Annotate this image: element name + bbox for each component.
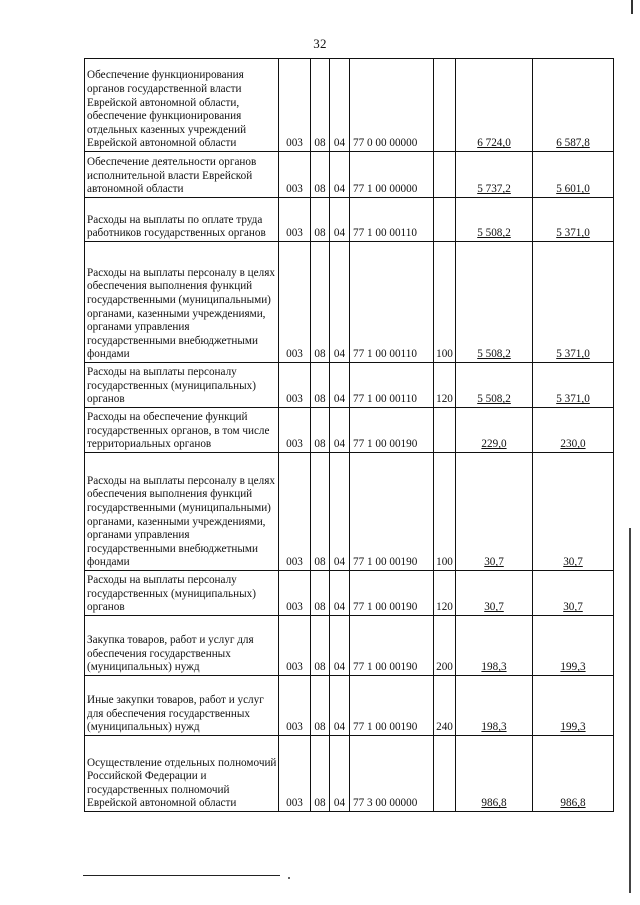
row-amount-1 xyxy=(456,736,533,812)
amount-1-value: 30,7 xyxy=(484,601,504,614)
amount-1-value: 30,7 xyxy=(484,556,504,569)
amount-1-value: 986,8 xyxy=(481,797,507,810)
table-body xyxy=(85,59,614,812)
row-amount-1 xyxy=(456,571,533,616)
amount-2-value: 30,7 xyxy=(563,601,583,614)
row-name: Расходы на выплаты персоналу в целях обеспечения выполнения функций государственными (муниципальными) органами, казенными учреждениями, органами управления государственными внебюджетными фондами xyxy=(85,242,279,363)
row-target-article: 77 1 00 00190 xyxy=(350,571,434,616)
scan-edge-mark xyxy=(629,528,631,893)
row-name: Расходы на выплаты персоналу в целях обеспечения выполнения функций государственными (муниципальными) органами, казенными учреждениями, органами управления государственными внебюджетными фондами xyxy=(85,453,279,571)
table-row xyxy=(85,152,614,198)
row-subsection-code: 04 xyxy=(330,676,350,736)
row-amount-1 xyxy=(456,676,533,736)
row-target-article: 77 0 00 00000 xyxy=(350,59,434,152)
row-section-code: 08 xyxy=(311,363,330,408)
row-name: Расходы на выплаты по оплате труда работников государственных органов xyxy=(85,198,279,242)
page-number: 32 xyxy=(313,36,327,51)
row-name: Обеспечение функционирования органов государственной власти Еврейской автономной области, обеспечение функционирования отдельных казенных учреждений Еврейской автономной области xyxy=(85,59,279,152)
row-subsection-code: 04 xyxy=(330,59,350,152)
row-ministry-code: 003 xyxy=(279,59,311,152)
row-name: Расходы на выплаты персоналу государственных (муниципальных) органов xyxy=(85,363,279,408)
row-amount-2 xyxy=(533,453,614,571)
row-ministry-code: 003 xyxy=(279,453,311,571)
row-amount-2 xyxy=(533,59,614,152)
row-expense-type: 100 xyxy=(434,242,456,363)
row-target-article: 77 1 00 00000 xyxy=(350,152,434,198)
row-ministry-code: 003 xyxy=(279,571,311,616)
row-amount-1 xyxy=(456,363,533,408)
row-name: Расходы на обеспечение функций государственных органов, в том числе территориальных органов xyxy=(85,408,279,453)
row-expense-type: 240 xyxy=(434,676,456,736)
row-ministry-code: 003 xyxy=(279,242,311,363)
table-row xyxy=(85,198,614,242)
row-amount-2 xyxy=(533,242,614,363)
row-ministry-code: 003 xyxy=(279,736,311,812)
row-section-code: 08 xyxy=(311,616,330,676)
row-amount-2 xyxy=(533,408,614,453)
scan-edge-mark xyxy=(631,0,633,14)
amount-2-value: 6 587,8 xyxy=(556,137,590,150)
row-target-article: 77 3 00 00000 xyxy=(350,736,434,812)
row-ministry-code: 003 xyxy=(279,152,311,198)
row-subsection-code: 04 xyxy=(330,198,350,242)
row-section-code: 08 xyxy=(311,736,330,812)
table-row xyxy=(85,59,614,152)
row-amount-2 xyxy=(533,198,614,242)
row-target-article: 77 1 00 00190 xyxy=(350,453,434,571)
row-amount-1 xyxy=(456,59,533,152)
row-amount-1 xyxy=(456,198,533,242)
row-section-code: 08 xyxy=(311,453,330,571)
amount-1-value: 198,3 xyxy=(481,661,507,674)
table-row xyxy=(85,571,614,616)
table-row xyxy=(85,363,614,408)
row-amount-2 xyxy=(533,152,614,198)
row-target-article: 77 1 00 00110 xyxy=(350,363,434,408)
row-section-code: 08 xyxy=(311,571,330,616)
row-subsection-code: 04 xyxy=(330,408,350,453)
row-expense-type xyxy=(434,198,456,242)
footnote-separator xyxy=(83,875,280,876)
row-expense-type xyxy=(434,736,456,812)
row-name: Обеспечение деятельности органов исполнительной власти Еврейской автономной области xyxy=(85,152,279,198)
table-row xyxy=(85,736,614,812)
row-target-article: 77 1 00 00190 xyxy=(350,676,434,736)
row-amount-1 xyxy=(456,242,533,363)
amount-1-value: 198,3 xyxy=(481,721,507,734)
row-amount-2 xyxy=(533,616,614,676)
amount-1-value: 6 724,0 xyxy=(477,137,511,150)
row-amount-1 xyxy=(456,408,533,453)
row-amount-2 xyxy=(533,571,614,616)
row-name: Иные закупки товаров, работ и услуг для обеспечения государственных (муниципальных) нужд xyxy=(85,676,279,736)
row-expense-type: 120 xyxy=(434,571,456,616)
row-name: Закупка товаров, работ и услуг для обеспечения государственных (муниципальных) нужд xyxy=(85,616,279,676)
amount-2-value: 5 371,0 xyxy=(556,348,590,361)
row-target-article: 77 1 00 00110 xyxy=(350,242,434,363)
amount-1-value: 229,0 xyxy=(481,438,507,451)
scan-mark xyxy=(288,877,290,879)
row-subsection-code: 04 xyxy=(330,453,350,571)
row-amount-2 xyxy=(533,363,614,408)
row-section-code: 08 xyxy=(311,59,330,152)
table-row xyxy=(85,242,614,363)
row-amount-1 xyxy=(456,453,533,571)
amount-2-value: 30,7 xyxy=(563,556,583,569)
amount-2-value: 199,3 xyxy=(560,721,586,734)
row-amount-2 xyxy=(533,736,614,812)
row-ministry-code: 003 xyxy=(279,616,311,676)
row-section-code: 08 xyxy=(311,242,330,363)
row-name: Расходы на выплаты персоналу государственных (муниципальных) органов xyxy=(85,571,279,616)
table-row xyxy=(85,453,614,571)
amount-1-value: 5 508,2 xyxy=(477,393,511,406)
row-ministry-code: 003 xyxy=(279,408,311,453)
row-subsection-code: 04 xyxy=(330,242,350,363)
amount-1-value: 5 508,2 xyxy=(477,348,511,361)
amount-2-value: 5 371,0 xyxy=(556,393,590,406)
table-row xyxy=(85,408,614,453)
row-subsection-code: 04 xyxy=(330,616,350,676)
amount-1-value: 5 508,2 xyxy=(477,227,511,240)
row-subsection-code: 04 xyxy=(330,152,350,198)
budget-table xyxy=(84,58,614,812)
row-ministry-code: 003 xyxy=(279,363,311,408)
row-section-code: 08 xyxy=(311,152,330,198)
row-expense-type: 100 xyxy=(434,453,456,571)
row-target-article: 77 1 00 00190 xyxy=(350,616,434,676)
row-expense-type: 120 xyxy=(434,363,456,408)
row-subsection-code: 04 xyxy=(330,571,350,616)
table-row xyxy=(85,616,614,676)
row-expense-type xyxy=(434,408,456,453)
row-amount-1 xyxy=(456,616,533,676)
amount-2-value: 230,0 xyxy=(560,438,586,451)
amount-2-value: 199,3 xyxy=(560,661,586,674)
row-ministry-code: 003 xyxy=(279,676,311,736)
amount-2-value: 5 371,0 xyxy=(556,227,590,240)
row-expense-type xyxy=(434,59,456,152)
row-section-code: 08 xyxy=(311,198,330,242)
row-ministry-code: 003 xyxy=(279,198,311,242)
row-amount-1 xyxy=(456,152,533,198)
row-expense-type xyxy=(434,152,456,198)
amount-2-value: 5 601,0 xyxy=(556,183,590,196)
row-expense-type: 200 xyxy=(434,616,456,676)
row-target-article: 77 1 00 00110 xyxy=(350,198,434,242)
amount-2-value: 986,8 xyxy=(560,797,586,810)
row-amount-2 xyxy=(533,676,614,736)
row-name: Осуществление отдельных полномочий Российской Федерации и государственных полномочий Еврейской автономной области xyxy=(85,736,279,812)
row-subsection-code: 04 xyxy=(330,736,350,812)
row-section-code: 08 xyxy=(311,676,330,736)
row-section-code: 08 xyxy=(311,408,330,453)
row-subsection-code: 04 xyxy=(330,363,350,408)
table-row xyxy=(85,676,614,736)
row-target-article: 77 1 00 00190 xyxy=(350,408,434,453)
amount-1-value: 5 737,2 xyxy=(477,183,511,196)
